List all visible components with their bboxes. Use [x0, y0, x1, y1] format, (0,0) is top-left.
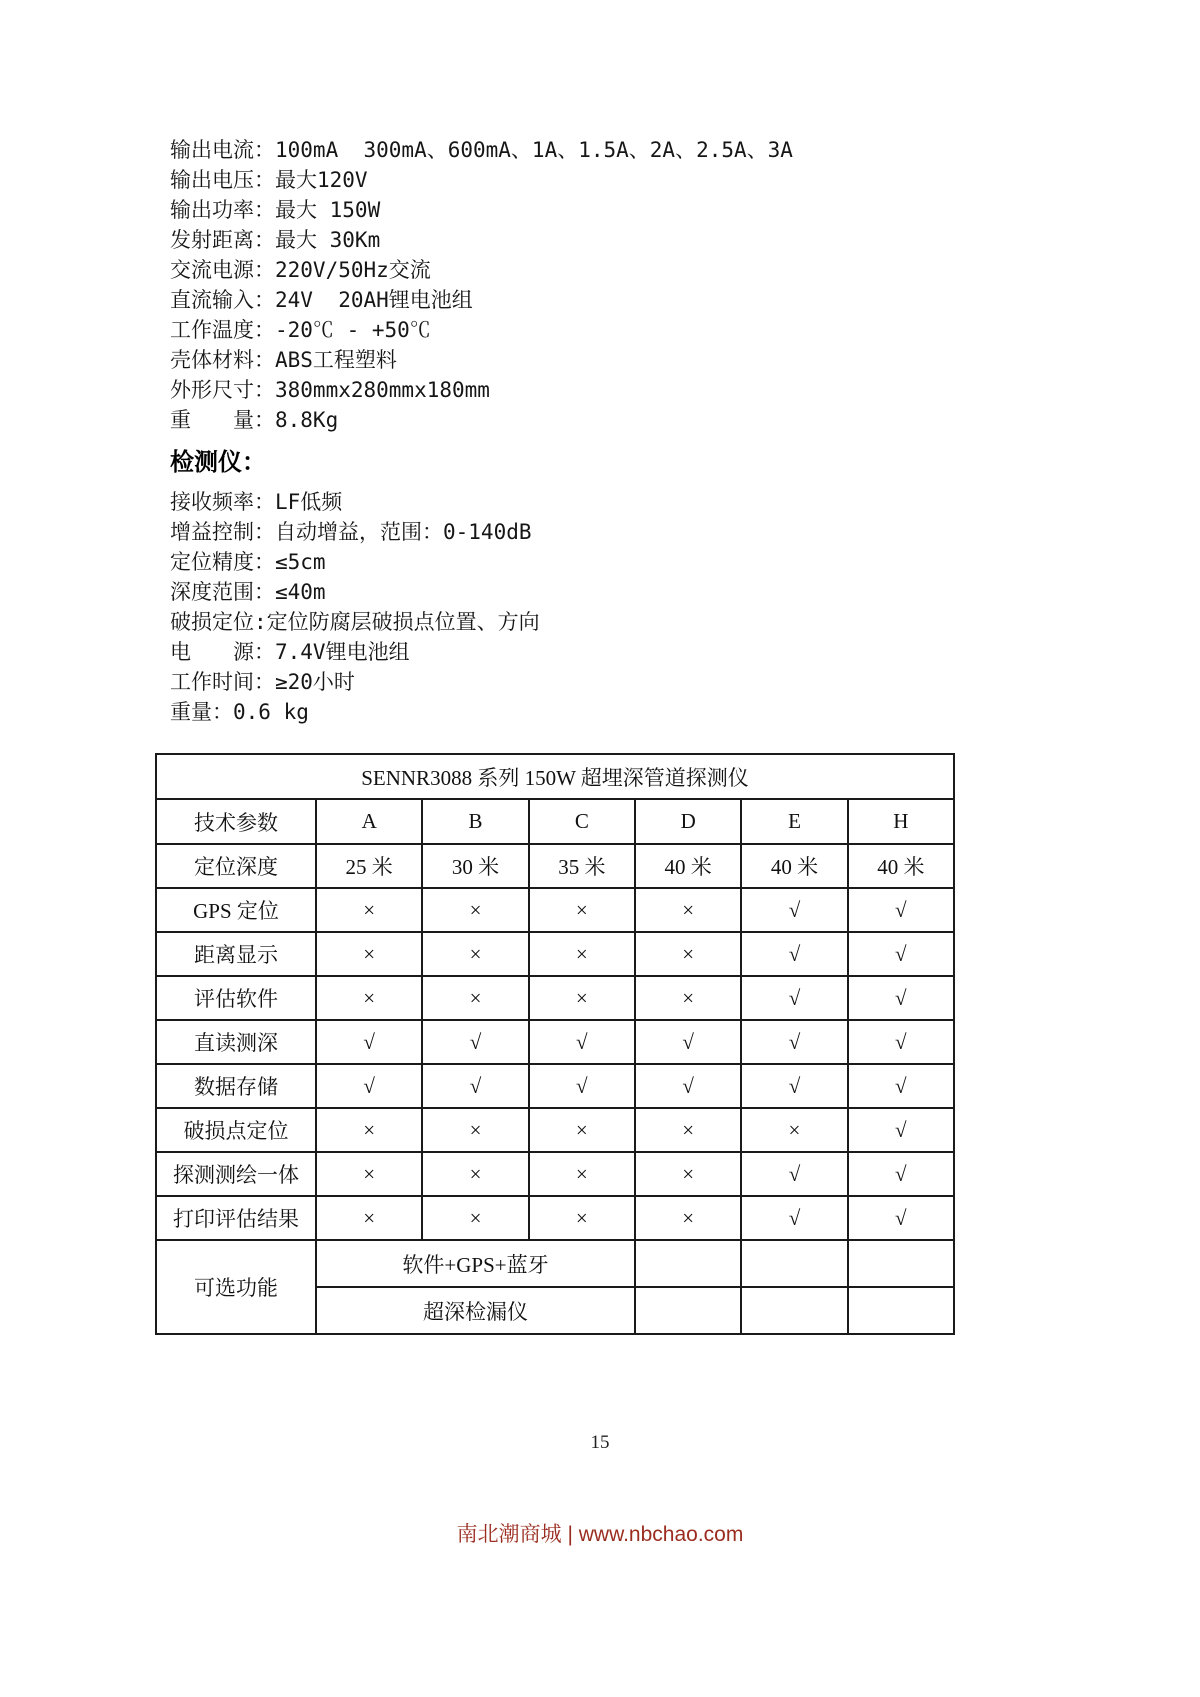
- value-cell: √: [422, 1064, 528, 1108]
- value-cell: √: [848, 1152, 954, 1196]
- table-title-row: [156, 754, 954, 799]
- empty-cell: [848, 1240, 954, 1287]
- value-cell: √: [741, 976, 847, 1020]
- table-row: [156, 932, 954, 976]
- spec-line-output-current: 输出电流：100mA 300mA、600mA、1A、1.5A、2A、2.5A、3A: [170, 138, 793, 162]
- table-row: [156, 1108, 954, 1152]
- spec-line-work-time: 工作时间：≥20小时: [170, 670, 355, 694]
- row-label-cell: 定位深度: [156, 844, 316, 888]
- header-cell-a: A: [316, 799, 422, 844]
- table-row: [156, 1152, 954, 1196]
- optional-label-cell: 可选功能: [156, 1240, 316, 1334]
- value-cell: √: [741, 1020, 847, 1064]
- spec-line-output-power: 输出功率：最大 150W: [170, 198, 381, 222]
- table-row: [156, 844, 954, 888]
- value-cell: ×: [422, 1108, 528, 1152]
- value-cell: ×: [422, 1152, 528, 1196]
- value-cell: √: [635, 1064, 741, 1108]
- table-row: [156, 888, 954, 932]
- empty-cell: [848, 1287, 954, 1334]
- value-cell: ×: [529, 976, 635, 1020]
- spec-line-depth-range: 深度范围：≤40m: [170, 580, 326, 604]
- value-cell: √: [848, 932, 954, 976]
- value-cell: 40 米: [635, 844, 741, 888]
- row-label-cell: 破损点定位: [156, 1108, 316, 1152]
- table-title: SENNR3088 系列 150W 超埋深管道探测仪: [156, 754, 954, 799]
- row-label-cell: 数据存储: [156, 1064, 316, 1108]
- value-cell: ×: [422, 932, 528, 976]
- value-cell: ×: [529, 932, 635, 976]
- optional-row-1: [156, 1240, 954, 1287]
- value-cell: ×: [316, 888, 422, 932]
- spec-line-transmit-range: 发射距离：最大 30Km: [170, 228, 381, 252]
- value-cell: √: [741, 888, 847, 932]
- value-cell: √: [316, 1064, 422, 1108]
- value-cell: ×: [741, 1108, 847, 1152]
- header-cell-h: H: [848, 799, 954, 844]
- spec-line-detector-weight: 重量：0.6 kg: [170, 700, 309, 724]
- value-cell: √: [848, 1020, 954, 1064]
- value-cell: √: [741, 1196, 847, 1240]
- section-heading-detector: 检测仪：: [170, 450, 266, 476]
- row-label-cell: 距离显示: [156, 932, 316, 976]
- row-label-cell: 直读测深: [156, 1020, 316, 1064]
- value-cell: √: [635, 1020, 741, 1064]
- value-cell: ×: [316, 976, 422, 1020]
- value-cell: √: [741, 1064, 847, 1108]
- value-cell: ×: [635, 1196, 741, 1240]
- value-cell: ×: [529, 1196, 635, 1240]
- value-cell: ×: [529, 888, 635, 932]
- page-content: [155, 135, 975, 1335]
- value-cell: √: [422, 1020, 528, 1064]
- value-cell: ×: [635, 888, 741, 932]
- table-body: [156, 844, 954, 1240]
- value-cell: ×: [422, 888, 528, 932]
- spec-line-weight: 重 量：8.8Kg: [170, 408, 339, 432]
- page-number: 15: [590, 1432, 610, 1453]
- spec-line-gain-control: 增益控制：自动增益，范围：0-140dB: [170, 520, 532, 544]
- value-cell: ×: [635, 932, 741, 976]
- spec-line-power-source: 电 源：7.4V锂电池组: [170, 640, 410, 664]
- transmitter-specs: [155, 135, 975, 435]
- footer: 南北潮商城 | www.nbchao.com: [456, 1523, 744, 1546]
- empty-cell: [741, 1240, 847, 1287]
- optional-value-cell-2: 超深检漏仪: [316, 1287, 635, 1334]
- spec-line-case-material: 壳体材料：ABS工程塑料: [170, 348, 397, 372]
- header-cell-param: 技术参数: [156, 799, 316, 844]
- spec-line-output-voltage: 输出电压：最大120V: [170, 168, 368, 192]
- spec-line-dc-input: 直流输入：24V 20AH锂电池组: [170, 288, 473, 312]
- header-cell-b: B: [422, 799, 528, 844]
- empty-cell: [635, 1240, 741, 1287]
- spec-line-rx-frequency: 接收频率：LF低频: [170, 490, 343, 514]
- table-row: [156, 1020, 954, 1064]
- value-cell: ×: [529, 1108, 635, 1152]
- value-cell: ×: [316, 1108, 422, 1152]
- value-cell: ×: [422, 976, 528, 1020]
- value-cell: ×: [316, 1152, 422, 1196]
- value-cell: √: [848, 1108, 954, 1152]
- value-cell: 35 米: [529, 844, 635, 888]
- value-cell: √: [529, 1020, 635, 1064]
- value-cell: ×: [635, 1152, 741, 1196]
- value-cell: √: [741, 932, 847, 976]
- spec-line-work-temp: 工作温度：-20℃ - +50℃: [170, 318, 431, 342]
- value-cell: √: [741, 1152, 847, 1196]
- empty-cell: [635, 1287, 741, 1334]
- optional-value-cell-1: 软件+GPS+蓝牙: [316, 1240, 635, 1287]
- value-cell: 25 米: [316, 844, 422, 888]
- spec-line-damage-locating: 破损定位:定位防腐层破损点位置、方向: [170, 610, 540, 634]
- value-cell: √: [848, 888, 954, 932]
- value-cell: ×: [316, 932, 422, 976]
- spec-line-ac-power: 交流电源：220V/50Hz交流: [170, 258, 431, 282]
- row-label-cell: 打印评估结果: [156, 1196, 316, 1240]
- spec-line-position-accuracy: 定位精度：≤5cm: [170, 550, 326, 574]
- detector-specs: [155, 487, 975, 727]
- value-cell: ×: [316, 1196, 422, 1240]
- value-cell: 40 米: [848, 844, 954, 888]
- header-cell-e: E: [741, 799, 847, 844]
- value-cell: √: [848, 1196, 954, 1240]
- value-cell: √: [316, 1020, 422, 1064]
- spec-line-dimensions: 外形尺寸：380mmx280mmx180mm: [170, 378, 490, 402]
- table-row: [156, 976, 954, 1020]
- value-cell: 30 米: [422, 844, 528, 888]
- table-header-row: [156, 799, 954, 844]
- empty-cell: [741, 1287, 847, 1334]
- table-row: [156, 1196, 954, 1240]
- row-label-cell: 评估软件: [156, 976, 316, 1020]
- value-cell: 40 米: [741, 844, 847, 888]
- value-cell: ×: [635, 976, 741, 1020]
- row-label-cell: 探测测绘一体: [156, 1152, 316, 1196]
- value-cell: √: [529, 1064, 635, 1108]
- row-label-cell: GPS 定位: [156, 888, 316, 932]
- header-cell-c: C: [529, 799, 635, 844]
- spec-table: [155, 753, 955, 1335]
- optional-features-section: [156, 1240, 954, 1334]
- header-cell-d: D: [635, 799, 741, 844]
- value-cell: √: [848, 1064, 954, 1108]
- value-cell: ×: [635, 1108, 741, 1152]
- value-cell: ×: [422, 1196, 528, 1240]
- value-cell: ×: [529, 1152, 635, 1196]
- value-cell: √: [848, 976, 954, 1020]
- table-row: [156, 1064, 954, 1108]
